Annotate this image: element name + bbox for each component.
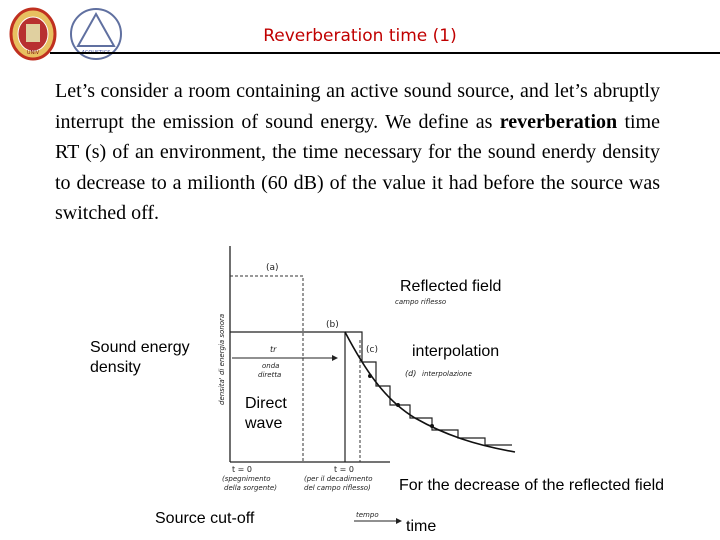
- sound-energy-density-label: Sound energy density: [90, 339, 190, 376]
- title-divider: [50, 52, 720, 54]
- slide-title: Reverberation time (1): [263, 26, 457, 46]
- t0-right-note2: del campo riflesso): [304, 484, 371, 492]
- source-cutoff-label: Source cut-off: [155, 510, 255, 527]
- label-onda: onda: [262, 362, 280, 370]
- label-campo-riflesso: campo riflesso: [395, 298, 447, 306]
- direct-wave-label: Direct wave: [245, 394, 300, 434]
- label-a: (a): [266, 263, 279, 273]
- body-text-part1: Let’s consider a room containing an active sound source, and let’s abruptly interrupt the emission of sound energy. We define as: [55, 80, 660, 133]
- label-b: (b): [326, 320, 339, 330]
- body-bold-term: reverberation: [499, 110, 618, 133]
- body-paragraph: [55, 76, 660, 229]
- label-tr: tr: [270, 345, 277, 354]
- label-interpolazione: interpolazione: [422, 370, 472, 378]
- body-text-part2: time RT (s) of an environment, the time necessary for the sound enerdy density to decrease to a milionth (60 dB) of the value it had before the source was switched off.: [55, 110, 660, 224]
- label-d: (d): [405, 369, 417, 378]
- time-label: time: [406, 518, 437, 535]
- svg-text:UNIV: UNIV: [26, 50, 40, 56]
- label-c: (c): [366, 345, 378, 355]
- label-diretta: diretta: [258, 371, 282, 379]
- t0-left-note1: (spegnimento: [222, 475, 271, 483]
- reflected-field-label: Reflected field: [400, 278, 502, 295]
- t0-right: t = 0: [334, 465, 355, 474]
- interpolation-label: interpolation: [412, 343, 500, 360]
- t0-left: t = 0: [232, 465, 253, 474]
- y-axis-label: densita' di energia sonora: [218, 313, 226, 405]
- for-decrease-label: For the decrease of the reflected field: [399, 477, 665, 494]
- t0-left-note2: della sorgente): [224, 484, 277, 492]
- tempo-label: tempo: [356, 511, 379, 519]
- t0-right-note1: (per il decadimento: [304, 475, 373, 483]
